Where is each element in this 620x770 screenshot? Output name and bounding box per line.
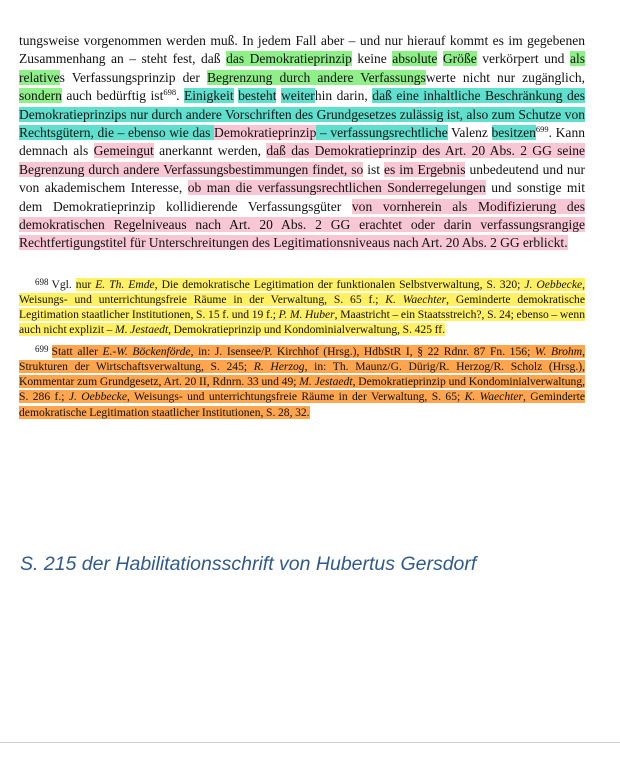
highlight-teal: besitzen [491,125,536,141]
document-page [19,32,585,420]
author-name: P. M. Huber [278,308,335,322]
author-name: J. Oebbecke [68,390,127,404]
author-name: R. Herzog [253,359,305,373]
highlight-teal: Einigkeit [183,88,234,104]
text-run: keine [351,51,393,67]
text-run: , Geminderte demokratische Legitimation staatlicher Institutionen, S. 15 f. und 19 f.; [19,293,585,322]
footnote-number: 698 [35,276,49,287]
author-name: J. Oebbecke [524,277,583,291]
text-run: , Geminderte demokratische Legitimation staatlicher Institutionen, S. 28, 32. [19,390,585,419]
text-run: Statt aller [51,344,103,358]
text-run: , Weisungs- und unterrichtungsfreie Räume in der Verwaltung, S. 65 f.; [19,277,586,307]
highlight-teal: daß eine inhaltliche Beschränkung des Demokratieprinzips nur durch andere Vorschriften des Grundgesetzes zulässig ist, also zum Schutze von Rechtsgütern, die – ebenso wie das [19,88,586,141]
highlight-yellow [19,278,585,337]
text-run: , in: Th. Maunz/G. Dürig/R. Herzog/R. Scholz (Hrsg.), Kommentar zum Grundgesetz, Art. 20 II, Rdnrn. 33 und 49; [19,359,585,389]
author-name: W. Brohm [534,344,583,358]
highlight-teal: weiter [280,88,315,104]
highlight-teal: – [316,125,331,141]
highlight-pink: Gemeingut [93,143,154,159]
highlight-green: Größe [442,51,477,67]
text-run: , Demokratieprinzip und Kondominialverwaltung, S. 425 ff. [168,323,446,337]
highlight-green: das Demokratieprinzip [226,51,352,67]
text-run: Valenz [447,125,492,141]
highlight-pink: von vornherein als Modifizierung des demokratischen Regelniveaus nach Art. 20 Abs. 2 GG erachtet oder darin verfassungsrangige Rechtfertigungstitel für Unterschreitungen des Legitimationsniveaus nach Art. 20 Abs. 2 GG erblickt. [19,198,585,251]
text-run: auch bedürftig ist [61,88,164,104]
footnotes [19,275,585,420]
text-run: . Kann demnach als [19,125,585,159]
main-paragraph [19,32,585,253]
text-run: nur [75,277,96,291]
text-run: tungsweise vorgenommen werden muß. In jedem Fall aber – und nur hierauf kommt es im gegebenen Zusammenhang an – steht fest, daß [19,33,585,67]
text-run: , Maastricht – ein Staatsstreich?, S. 24; ebenso – wenn auch nicht explizit – [19,308,585,337]
highlight-pink: daß das Demokratieprinzip des Art. 20 Abs. 2 GG seine Begrenzung durch andere Verfassungsbestimmungen findet, so [19,143,585,177]
text-run: ist [363,161,385,177]
author-name: M. Jestaedt [115,323,169,337]
footnote-ref-698[interactable]: 698 [163,87,177,98]
text-run: und sonstige mit dem Demokratieprinzip kollidierende Verfassungsgüter [19,180,585,214]
highlight-green: als relative [19,51,585,85]
text-run: , Strukturen der Wirtschaftsverwaltung, S. 245; [19,344,585,373]
text-run: s Verfassungsprinzip der [59,69,207,85]
highlight-pink: Demokratieprinzip [214,125,317,141]
text-run: werte nicht nur zugänglich, [425,69,585,85]
highlight-green: absolute [392,51,438,67]
author-name: E. Th. Emde [95,277,155,291]
author-name: M. Jestaedt [299,375,353,389]
highlight-pink: ob man die verfassungsrechtlichen Sonderregelungen [187,180,486,196]
footnote-number: 699 [35,343,49,354]
highlight-green: Begrenzung durch andere Verfassungs [206,69,426,85]
text-run: anerkannt werden, [153,143,267,159]
text-run: , Die demokratische Legitimation der funktionalen Selbstverwaltung, S. 320; [154,277,525,291]
bottom-divider [0,742,620,743]
footnote-698 [19,275,585,338]
author-name: E.-W. Böckenförde [102,344,191,358]
text-run: , Demokratieprinzip und Kondominialverwaltung, S. 286 f.; [19,375,586,404]
highlight-teal: verfassungsrechtliche [330,125,448,141]
text-run: , Weisungs- und unterrichtungsfreie Räume in der Verwaltung, S. 65; [126,390,465,404]
highlight-green: sondern [19,88,62,104]
text-run: unbedeutend und nur von akademischem Interesse, [19,161,585,196]
author-name: K. Waechter [464,390,523,404]
text-run: Vgl. [51,277,76,291]
highlight-orange [19,345,585,419]
highlight-pink: es im Ergebnis [384,161,466,177]
footnote-699 [19,342,585,420]
text-run: , in: J. Isensee/P. Kirchhof (Hrsg.), HdbStR I, § 22 Rdnr. 87 Fn. 156; [190,344,535,358]
footnote-ref-699[interactable]: 699 [535,124,549,135]
text-run: verkörpert und [476,51,570,67]
highlight-teal: besteht [238,88,277,104]
author-name: K. Waechter [385,293,447,307]
image-caption: S. 215 der Habilitationsschrift von Hubertus Gersdorf [20,553,477,575]
text-run: . [176,88,184,104]
text-run: hin darin, [314,88,373,104]
